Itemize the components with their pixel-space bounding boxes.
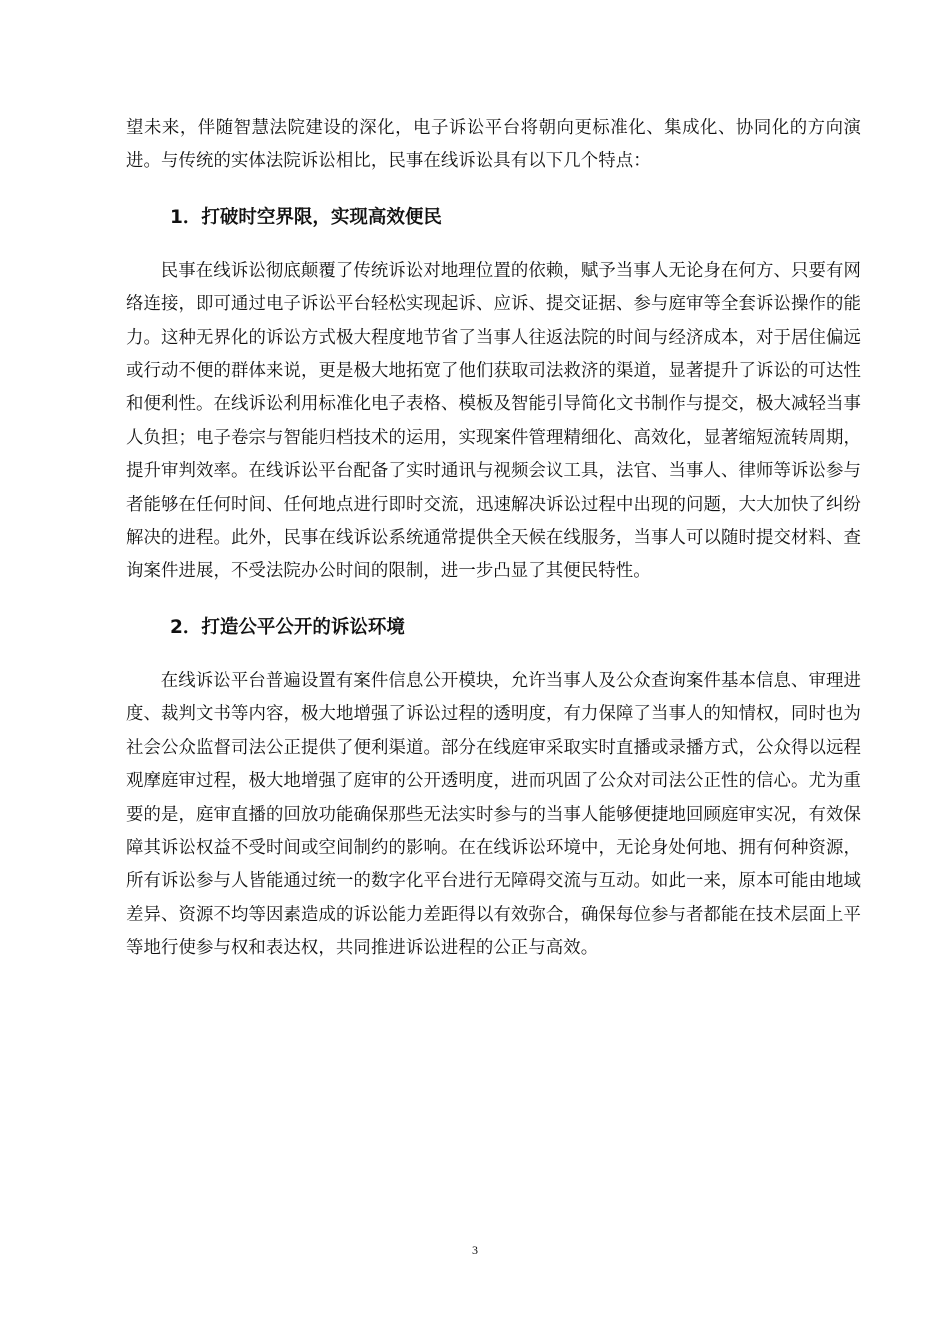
section-1-paragraph: 民事在线诉讼彻底颠覆了传统诉讼对地理位置的依赖，赋予当事人无论身在何方、只要有网络连接，即可通过电子诉讼平台轻松实现起诉、应诉、提交证据、参与庭审等全套诉讼操作的能力。这种无界化的诉讼方式极大程度地节省了当事人往返法院的时间与经济成本，对于居住偏远或行动不便的群体来说，更是极大地拓宽了他们获取司法救济的渠道，显著提升了诉讼的可达性和便利性。在线诉讼利用标准化电子表格、模板及智能引导简化文书制作与提交，极大减轻当事人负担；电子卷宗与智能归档技术的运用，实现案件管理精细化、高效化，显著缩短流转周期，提升审判效率。在线诉讼平台配备了实时通讯与视频会议工具，法官、当事人、律师等诉讼参与者能够在任何时间、任何地点进行即时交流，迅速解决诉讼过程中出现的问题，大大加快了纠纷解决的进程。此外，民事在线诉讼系统通常提供全天候在线服务，当事人可以随时提交材料、查询案件进展，不受法院办公时间的限制，进一步凸显了其便民特性。: [126, 260, 861, 582]
section-1-heading: 1．打破时空界限，实现高效便民: [170, 206, 442, 228]
section-2-heading: 2．打造公平公开的诉讼环境: [170, 616, 405, 638]
intro-paragraph: 望未来，伴随智慧法院建设的深化，电子诉讼平台将朝向更标准化、集成化、协同化的方向演进。与传统的实体法院诉讼相比，民事在线诉讼具有以下几个特点：: [126, 118, 861, 172]
section-2-paragraph: 在线诉讼平台普遍设置有案件信息公开模块，允许当事人及公众查询案件基本信息、审理进度、裁判文书等内容，极大地增强了诉讼过程的透明度，有力保障了当事人的知情权，同时也为社会公众监督司法公正提供了便利渠道。部分在线庭审采取实时直播或录播方式，公众得以远程观摩庭审过程，极大地增强了庭审的公开透明度，进而巩固了公众对司法公正性的信心。尤为重要的是，庭审直播的回放功能确保那些无法实时参与的当事人能够便捷地回顾庭审实况，有效保障其诉讼权益不受时间或空间制约的影响。在在线诉讼环境中，无论身处何地、拥有何种资源，所有诉讼参与人皆能通过统一的数字化平台进行无障碍交流与互动。如此一来，原本可能由地域差异、资源不均等因素造成的诉讼能力差距得以有效弥合，确保每位参与者都能在技术层面上平等地行使参与权和表达权，共同推进诉讼进程的公正与高效。: [126, 670, 861, 959]
document-body: [126, 112, 861, 966]
page-number: 3: [472, 1243, 478, 1257]
